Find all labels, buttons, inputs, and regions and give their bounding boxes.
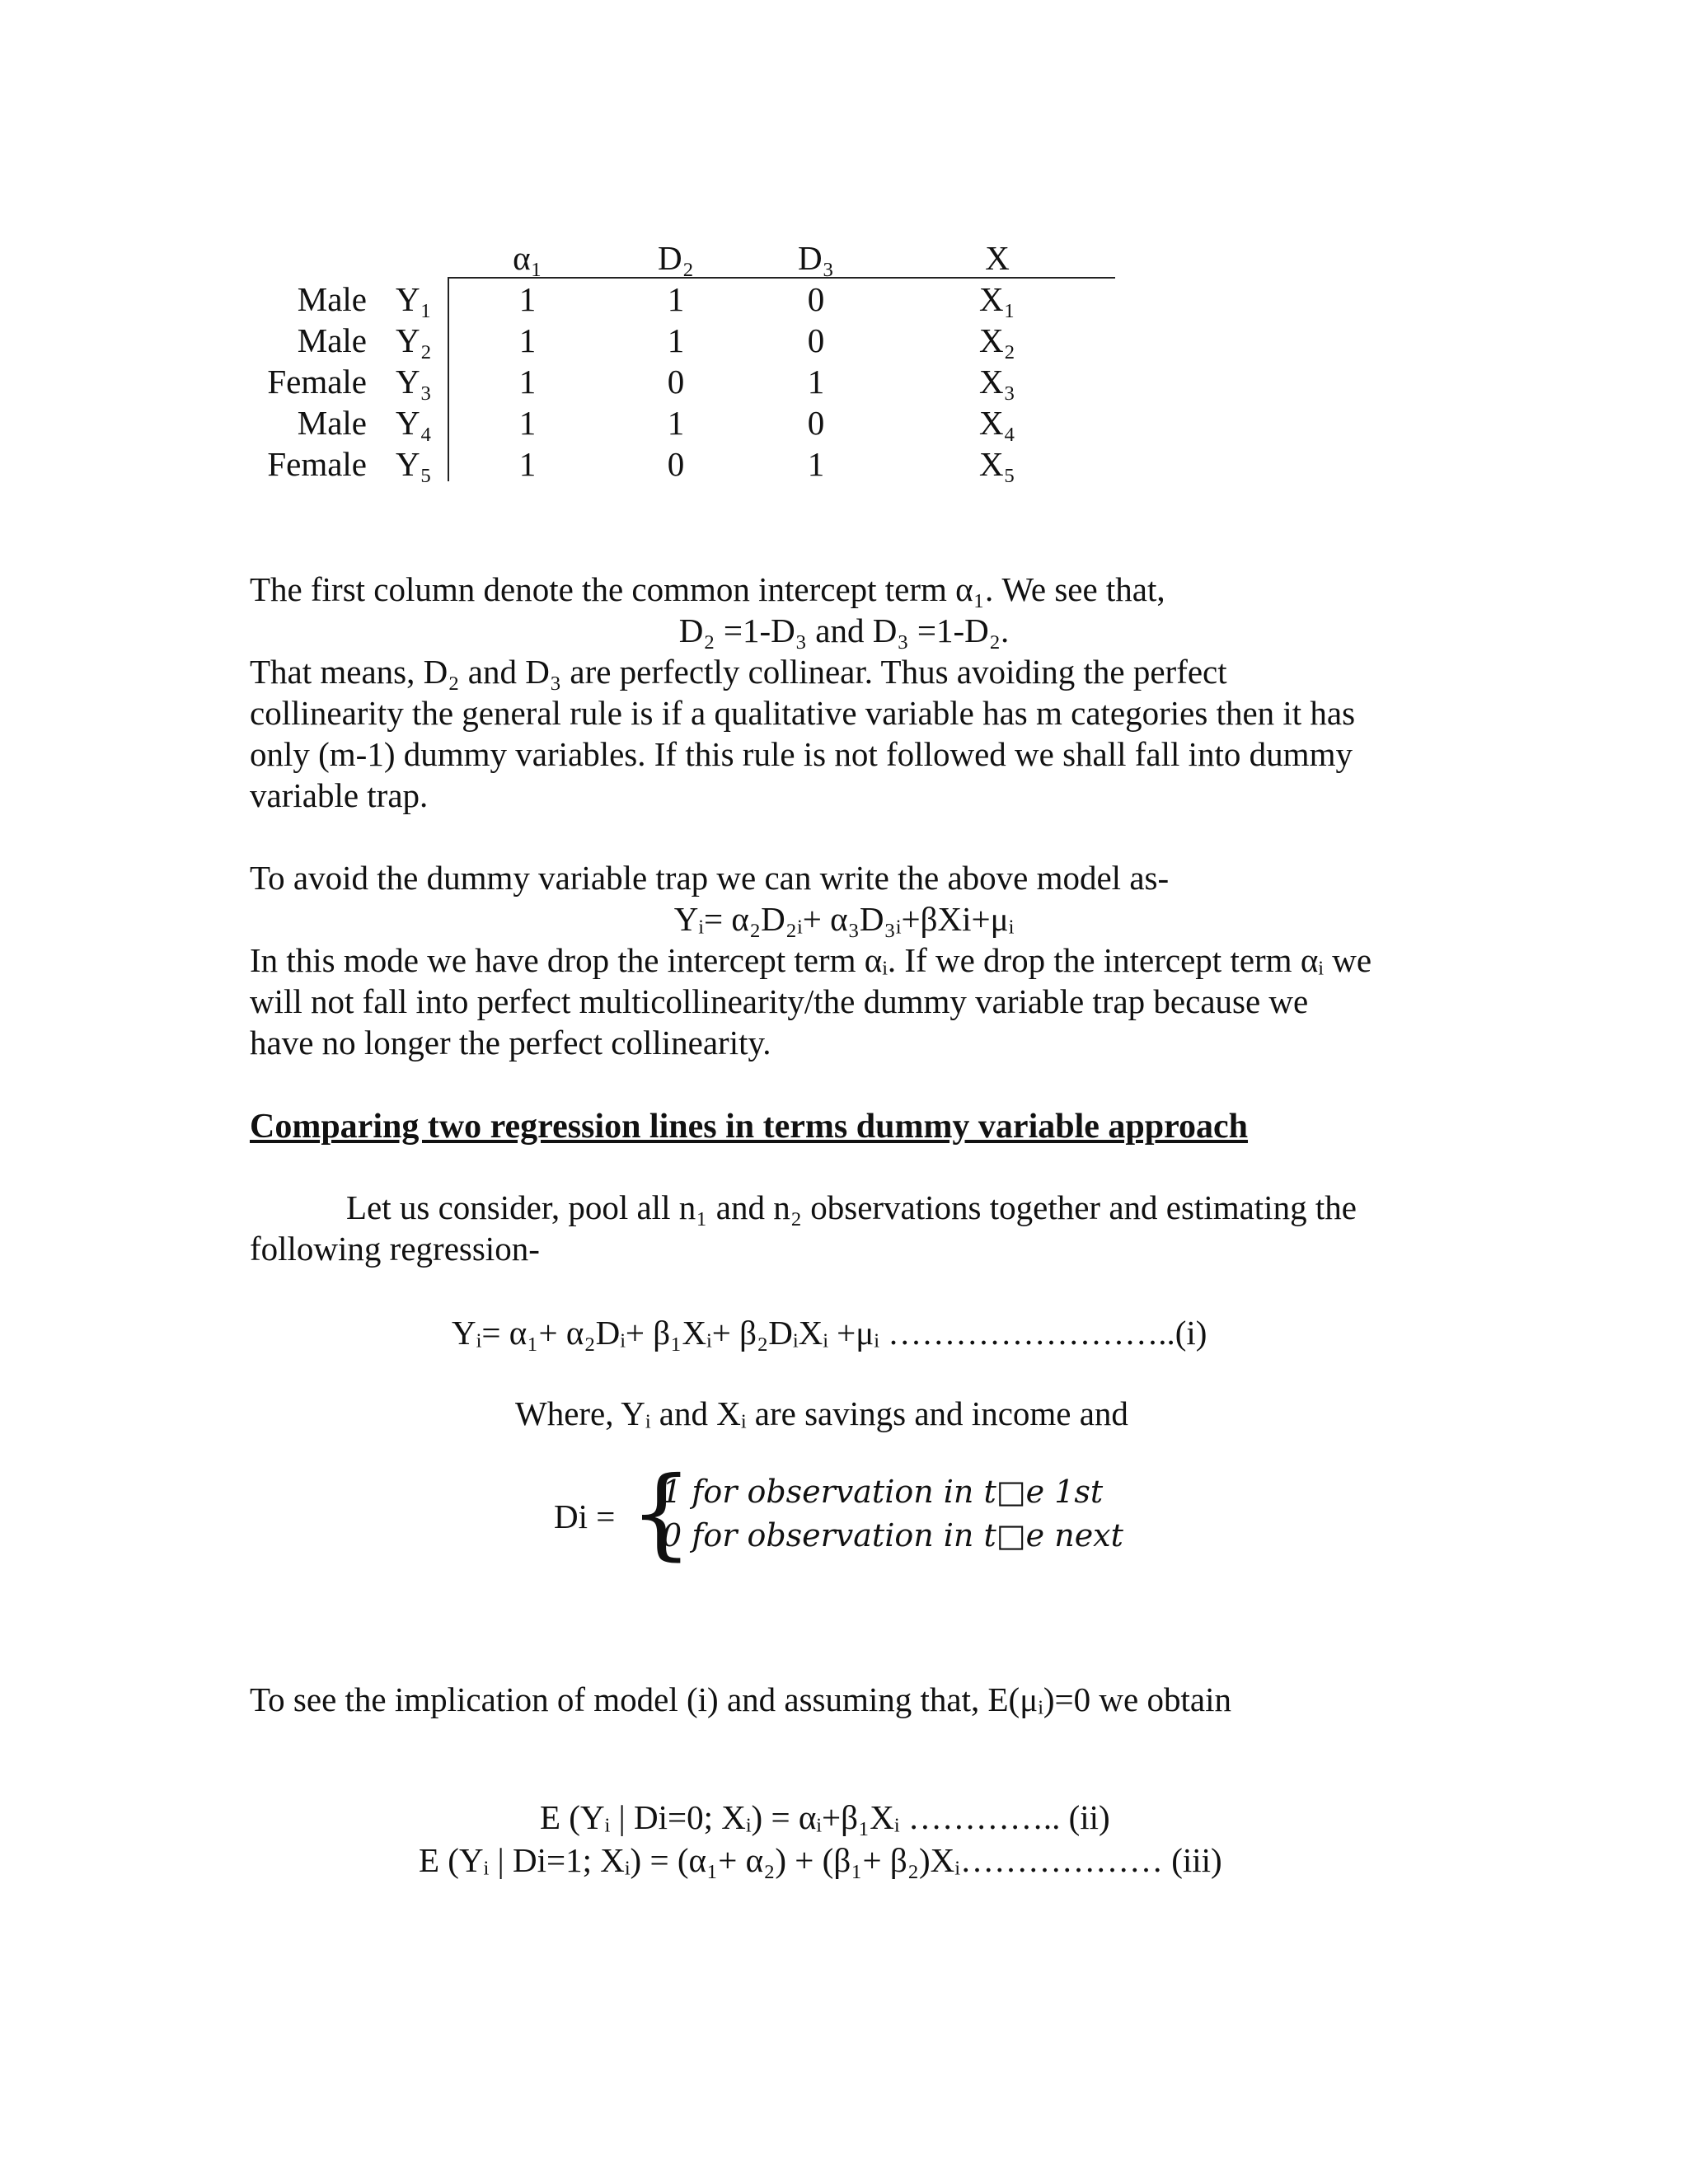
table-row-label: Male — [297, 404, 367, 442]
paragraph-line: In this mode we have drop the intercept term αᵢ. If we drop the intercept term αᵢ we — [250, 941, 1372, 979]
di-case-2: 0 for observation in t□e next — [662, 1517, 1123, 1554]
paragraph-line: have no longer the perfect collinearity. — [250, 1024, 771, 1062]
paragraph-line: will not fall into perfect multicollinearity/the dummy variable trap because we — [250, 982, 1309, 1020]
table-cell: 1 — [518, 280, 537, 318]
table-header-x: X — [985, 239, 1010, 277]
paragraph-line: The first column denote the common intercept term α₁. We see that, — [250, 570, 1165, 608]
equation-ii: E (Yᵢ | Di=0; Xᵢ) = αᵢ+β₁Xᵢ ………….. (ii) — [540, 1798, 1110, 1836]
equation-model-no-intercept: Yᵢ= α₂D₂ᵢ+ α₃D₃ᵢ+βXi+μᵢ — [673, 900, 1015, 938]
paragraph-line: Let us consider, pool all n₁ and n₂ observations together and estimating the — [346, 1188, 1357, 1226]
table-row-y: Y₁ — [396, 280, 432, 318]
table-cell: 0 — [667, 445, 685, 483]
paragraph-line: To see the implication of model (i) and assuming that, E(μᵢ)=0 we obtain — [250, 1680, 1231, 1718]
section-heading: Comparing two regression lines in terms dummy variable approach — [250, 1108, 1249, 1146]
table-row-y: Y₅ — [396, 445, 432, 483]
table-cell: 1 — [667, 280, 685, 318]
table-cell: 0 — [807, 321, 825, 359]
di-case-1: 1 for observation in t□e 1st — [662, 1474, 1104, 1510]
where-line: Where, Yᵢ and Xᵢ are savings and income and — [515, 1394, 1128, 1432]
left-brace-icon: { — [630, 1456, 693, 1571]
table-cell: X₁ — [979, 280, 1015, 318]
table-row-label: Female — [267, 445, 367, 483]
table-cell: X₂ — [979, 321, 1015, 359]
table-cell: X₅ — [979, 445, 1015, 483]
table-cell: 1 — [518, 445, 537, 483]
table-header-d2: D₂ — [658, 239, 694, 277]
table-cell: 0 — [807, 280, 825, 318]
paragraph-line: collinearity the general rule is if a qualitative variable has m categories then it has — [250, 694, 1356, 732]
table-cell: 0 — [807, 404, 825, 442]
equation-collinear: D₂ =1-D₃ and D₃ =1-D₂. — [678, 612, 1010, 649]
paragraph-line: variable trap. — [250, 776, 429, 814]
table-row-label: Male — [297, 280, 367, 318]
table-cell: X₄ — [979, 404, 1015, 442]
table-cell: 1 — [518, 363, 537, 401]
table-row-y: Y₂ — [396, 321, 432, 359]
paragraph-line: To avoid the dummy variable trap we can write the above model as- — [250, 859, 1170, 897]
table-cell: 1 — [667, 321, 685, 359]
paragraph-line: That means, D₂ and D₃ are perfectly collinear. Thus avoiding the perfect — [250, 653, 1227, 691]
table-row-label: Male — [297, 321, 367, 359]
equation-i: Yᵢ= α₁+ α₂Dᵢ+ β₁Xᵢ+ β₂DᵢXᵢ +μᵢ ……………………..(i) — [452, 1314, 1207, 1352]
table-row-label: Female — [267, 363, 367, 401]
table-cell: 1 — [518, 321, 537, 359]
table-cell: 1 — [667, 404, 685, 442]
table-cell: X₃ — [979, 363, 1015, 401]
table-cell: 1 — [807, 445, 825, 483]
table-cell: 1 — [807, 363, 825, 401]
dummy-variable-table — [247, 237, 1137, 493]
equation-iii: E (Yᵢ | Di=1; Xᵢ) = (α₁+ α₂) + (β₁+ β₂)Xᵢ……………… (iii) — [419, 1841, 1222, 1879]
table-header-alpha1: α₁ — [513, 239, 542, 277]
table-header-d3: D₃ — [798, 239, 834, 277]
paragraph-line: following regression- — [250, 1230, 540, 1268]
table-cell: 1 — [518, 404, 537, 442]
table-row-y: Y₄ — [396, 404, 432, 442]
paragraph-line: only (m-1) dummy variables. If this rule is not followed we shall fall into dummy — [250, 735, 1353, 773]
di-lhs: Di = — [554, 1497, 616, 1535]
table-cell: 0 — [667, 363, 685, 401]
table-row-y: Y₃ — [396, 363, 432, 401]
